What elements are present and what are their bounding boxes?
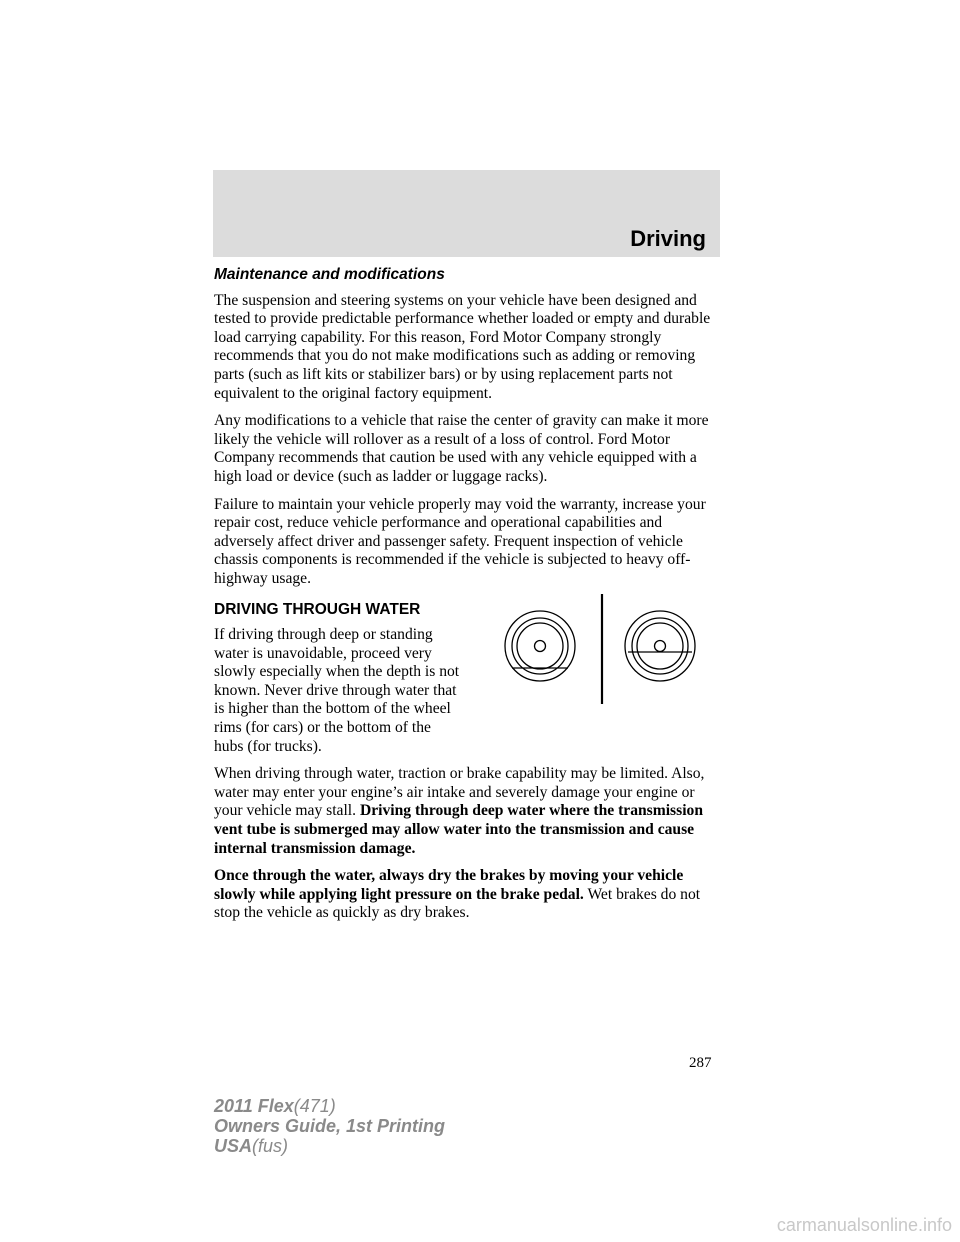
transmission-warning: Driving through deep water where the transmission vent tube is submerged may allow water into the transmission and cause internal transmission damage. xyxy=(214,802,703,857)
paragraph-deep-water: If driving through deep or standing water is unavoidable, proceed very slowly especially when the depth is not known. Never drive through water that is higher than the bottom of the wheel rims (for cars) or the bottom of the hubs (for trucks). xyxy=(214,626,460,755)
subhead-maintenance: Maintenance and modifications xyxy=(214,266,445,283)
section-title-water: DRIVING THROUGH WATER xyxy=(214,600,421,618)
wet-brakes-text: Wet brakes do not stop the vehicle as quickly as dry brakes. xyxy=(214,885,701,922)
header-bar xyxy=(213,170,720,257)
footer-line-model xyxy=(214,1096,445,1116)
section-header-title: Driving xyxy=(630,226,706,251)
wheel-water-depth-figure xyxy=(500,590,710,710)
watermark: carmanualsonline.info xyxy=(776,1215,952,1235)
paragraph-modifications: Any modifications to a vehicle that raise the center of gravity can make it more likely the vehicle will rollover as a result of a loss of control. Ford Motor Company recommends that caution be used with any vehicle equipped with a high load or device (such as ladder or luggage racks). xyxy=(214,412,709,485)
footer-region-code: (fus) xyxy=(252,1136,289,1156)
paragraph-suspension: The suspension and steering systems on your vehicle have been designed and tested to provide predictable performance whether loaded or empty and durable load carrying capability. For this reason, Ford Motor Company strongly recommends that you do not make modifications such as adding or removing parts (such as lift kits or stabilizer bars) or by using replacement parts not equivalent to the original factory equipment. xyxy=(214,291,711,402)
footer-model: 2011 Flex xyxy=(214,1096,294,1116)
footer-line-region xyxy=(214,1136,445,1156)
paragraph-brakes xyxy=(214,867,722,923)
print-footer xyxy=(214,1096,445,1156)
car-wheel-icon xyxy=(505,611,575,681)
truck-wheel-icon xyxy=(625,611,695,681)
page-number: 287 xyxy=(689,1055,712,1071)
dry-brakes-instruction: Once through the water, always dry the brakes by moving your vehicle slowly while applying light pressure on the brake pedal. xyxy=(214,867,684,903)
footer-guide: Owners Guide, 1st Printing xyxy=(214,1116,446,1136)
footer-code: (471) xyxy=(293,1096,336,1116)
footer-region: USA xyxy=(214,1136,253,1156)
paragraph-traction xyxy=(214,765,722,858)
paragraph-failure: Failure to maintain your vehicle properly may void the warranty, increase your repair cost, reduce vehicle performance and operational capabilities and adversely affect driver and passenger safety. Frequent inspection of vehicle chassis components is recommended if the vehicle is subjected to heavy off-highway usage. xyxy=(214,495,706,587)
traction-text: When driving through water, traction or brake capability may be limited. Also, water may enter your engine’s air intake and severely damage your engine or your vehicle may stall. xyxy=(214,765,705,820)
